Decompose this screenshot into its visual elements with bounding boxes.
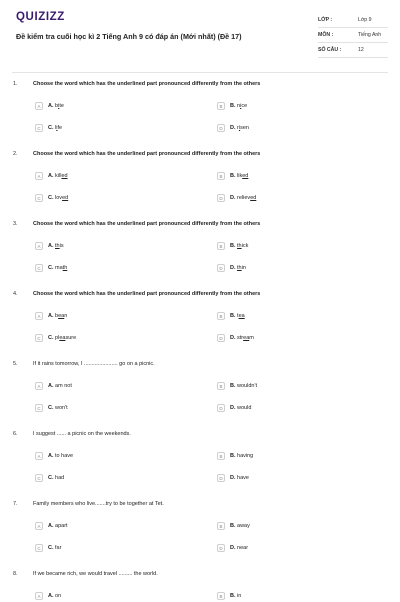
option-letter-box[interactable]: A <box>35 522 43 530</box>
option-text: D. near <box>230 545 249 551</box>
option-text: C. math <box>48 265 68 271</box>
option-letter-box[interactable]: D <box>217 404 225 412</box>
option-letter-box[interactable]: B <box>217 452 225 460</box>
option-letter-box[interactable]: A <box>35 312 43 320</box>
option-letter-box[interactable]: A <box>35 172 43 180</box>
option-letter-box[interactable]: D <box>217 544 225 552</box>
question-text: If it rains tomorrow, I ...................... go on a picnic. <box>33 361 155 367</box>
question-number: 8. <box>13 571 18 577</box>
question-text: Family members who live.......try to be together at Tet. <box>33 501 164 507</box>
option-text: C. had <box>48 475 65 481</box>
option-text: D. would <box>230 405 252 411</box>
option-text: B. liked <box>230 173 249 179</box>
option-text: A. on <box>48 593 62 599</box>
question-text: Choose the word which has the underlined part pronounced differently from the others <box>33 221 261 227</box>
option-letter-box[interactable]: A <box>35 382 43 390</box>
option-letter-box[interactable]: C <box>35 194 43 202</box>
option-text: C. far <box>48 545 62 551</box>
question-number: 4. <box>13 291 18 297</box>
option-letter-box[interactable]: D <box>217 474 225 482</box>
header-divider <box>12 72 388 73</box>
option-text: A. to have <box>48 453 74 459</box>
option-letter-box[interactable]: C <box>35 544 43 552</box>
option-letter-box[interactable]: B <box>217 172 225 180</box>
question-text: Choose the word which has the underlined part pronounced differently from the others <box>33 151 261 157</box>
meta-divider <box>318 27 388 28</box>
option-letter-box[interactable]: B <box>217 102 225 110</box>
meta-divider <box>318 57 388 58</box>
option-letter-box[interactable]: B <box>217 382 225 390</box>
question-number: 5. <box>13 361 18 367</box>
option-letter-box[interactable]: D <box>217 194 225 202</box>
option-letter-box[interactable]: D <box>217 264 225 272</box>
option-text: D. have <box>230 475 249 481</box>
option-letter-box[interactable]: B <box>217 312 225 320</box>
option-text: B. wouldn't <box>230 383 258 389</box>
option-letter-box[interactable]: D <box>217 334 225 342</box>
meta-value: Lớp 9 <box>358 17 372 23</box>
option-letter-box[interactable]: C <box>35 474 43 482</box>
question-text: Choose the word which has the underlined part pronounced differently from the others <box>33 81 261 87</box>
option-text: B. thick <box>230 243 249 249</box>
option-letter-box[interactable]: C <box>35 404 43 412</box>
option-text: C. won't <box>48 405 68 411</box>
option-text: D. thin <box>230 265 246 271</box>
option-text: A. apart <box>48 523 68 529</box>
question-number: 1. <box>13 81 18 87</box>
option-text: D. relieved <box>230 195 257 201</box>
worksheet-title: Đề kiểm tra cuối học kì 2 Tiếng Anh 9 có đáp án (Mới nhất) (Đề 17) <box>16 32 242 41</box>
question-number: 7. <box>13 501 18 507</box>
option-text: A. killed <box>48 173 68 179</box>
question-number: 2. <box>13 151 18 157</box>
option-text: D. risen <box>230 125 249 131</box>
option-letter-box[interactable]: A <box>35 452 43 460</box>
meta-key: LỚP : <box>318 17 333 23</box>
question-text: If we became rich, we would travel ......... the world. <box>33 571 158 577</box>
meta-key: MÔN : <box>318 32 334 38</box>
option-text: C. loved <box>48 195 69 201</box>
option-text: B. away <box>230 523 250 529</box>
worksheet-header <box>0 0 400 70</box>
option-letter-box[interactable]: C <box>35 334 43 342</box>
option-text: C. life <box>48 125 63 131</box>
option-text: A. this <box>48 243 64 249</box>
question-number: 6. <box>13 431 18 437</box>
option-letter-box[interactable]: A <box>35 242 43 250</box>
option-letter-box[interactable]: D <box>217 124 225 132</box>
option-text: A. am not <box>48 383 72 389</box>
option-letter-box[interactable]: C <box>35 124 43 132</box>
question-text: Choose the word which has the underlined part pronounced differently from the others <box>33 291 261 297</box>
option-text: A. bean <box>48 313 68 319</box>
quizizz-logo: QUIZIZZ <box>16 11 65 23</box>
option-text: B. tea <box>230 313 245 319</box>
option-text: C. pleasure <box>48 335 77 341</box>
option-text: B. nice <box>230 103 248 109</box>
option-text: A. bite <box>48 103 64 109</box>
question-text: I suggest ...... a picnic on the weekends. <box>33 431 131 437</box>
option-text: B. in <box>230 593 242 599</box>
option-letter-box[interactable]: B <box>217 522 225 530</box>
question-number: 3. <box>13 221 18 227</box>
option-letter-box[interactable]: A <box>35 102 43 110</box>
option-letter-box[interactable]: C <box>35 264 43 272</box>
meta-key: SỐ CÂU : <box>318 47 342 53</box>
option-letter-box[interactable]: B <box>217 242 225 250</box>
meta-divider <box>318 42 388 43</box>
option-text: B. having <box>230 453 254 459</box>
meta-value: 12 <box>358 47 364 53</box>
option-text: D. stream <box>230 335 254 341</box>
option-letter-box[interactable]: A <box>35 592 43 600</box>
meta-value: Tiếng Anh <box>358 32 382 38</box>
option-letter-box[interactable]: B <box>217 592 225 600</box>
